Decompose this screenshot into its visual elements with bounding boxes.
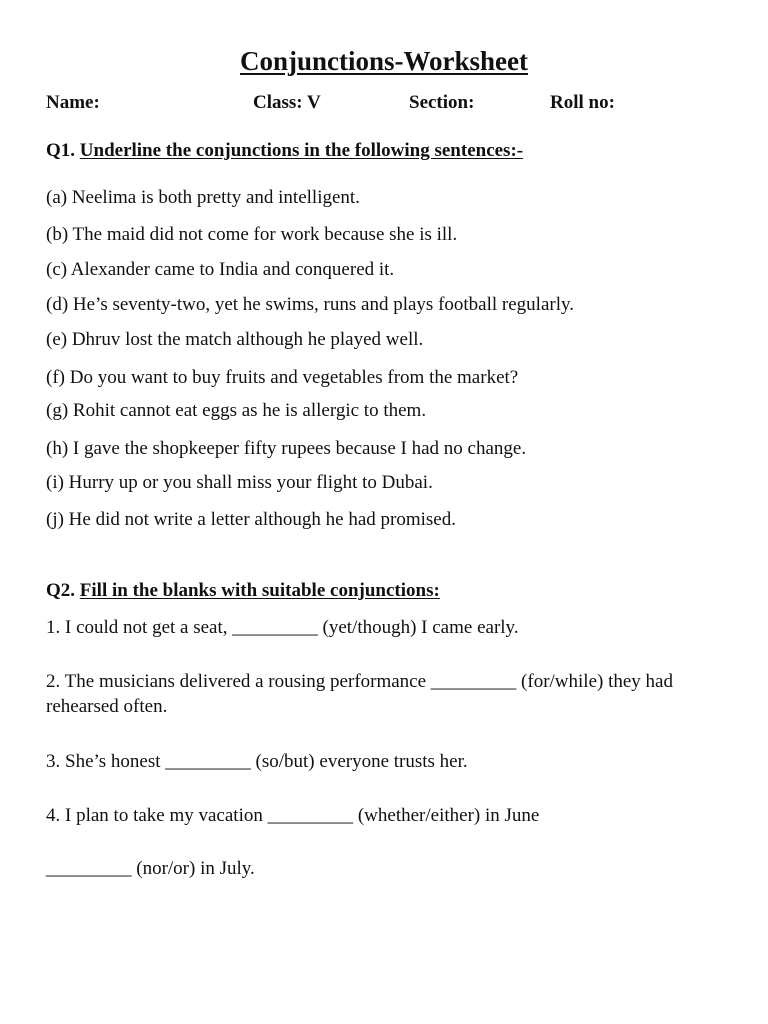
- q1-item-j: (j) He did not write a letter although he had promised.: [46, 509, 456, 530]
- question-1-heading: [46, 139, 523, 163]
- q1-item-c: (c) Alexander came to India and conquered it.: [46, 259, 395, 280]
- worksheet-title: Conjunctions-Worksheet: [239, 46, 529, 76]
- q2-item-1: 1. I could not get a seat, _________ (yet/though) I came early.: [46, 617, 519, 638]
- q1-item-f: (f) Do you want to buy fruits and vegetables from the market?: [46, 367, 519, 388]
- q1-item-b: (b) The maid did not come for work because she is ill.: [46, 224, 458, 245]
- question-1-number: Q1.: [46, 140, 76, 161]
- q2-item-3: 3. She’s honest _________ (so/but) everyone trusts her.: [46, 751, 468, 772]
- q2-item-2: 2. The musicians delivered a rousing performance _________ (for/while) they had rehearsed often.: [46, 671, 673, 717]
- question-2-instruction: Fill in the blanks with suitable conjunctions:: [79, 580, 440, 601]
- q1-item-i: (i) Hurry up or you shall miss your flight to Dubai.: [46, 472, 433, 493]
- name-field-label: Name:: [46, 92, 100, 113]
- section-field-label: Section:: [409, 92, 475, 113]
- question-2-number: Q2.: [46, 580, 76, 601]
- question-1-instruction: Underline the conjunctions in the following sentences:-: [79, 140, 524, 161]
- question-2-heading: [46, 579, 440, 603]
- q1-item-d: (d) He’s seventy-two, yet he swims, runs and plays football regularly.: [46, 294, 575, 315]
- q1-item-a: (a) Neelima is both pretty and intelligent.: [46, 187, 360, 208]
- roll-no-field-label: Roll no:: [550, 92, 615, 113]
- q2-item-4-continued: _________ (nor/or) in July.: [46, 858, 255, 879]
- q1-item-g: (g) Rohit cannot eat eggs as he is allergic to them.: [46, 400, 427, 421]
- q2-item-4: 4. I plan to take my vacation _________ (whether/either) in June: [46, 805, 540, 826]
- q1-item-h: (h) I gave the shopkeeper fifty rupees because I had no change.: [46, 438, 527, 459]
- q1-item-e: (e) Dhruv lost the match although he played well.: [46, 329, 424, 350]
- class-field-label: Class: V: [253, 92, 321, 113]
